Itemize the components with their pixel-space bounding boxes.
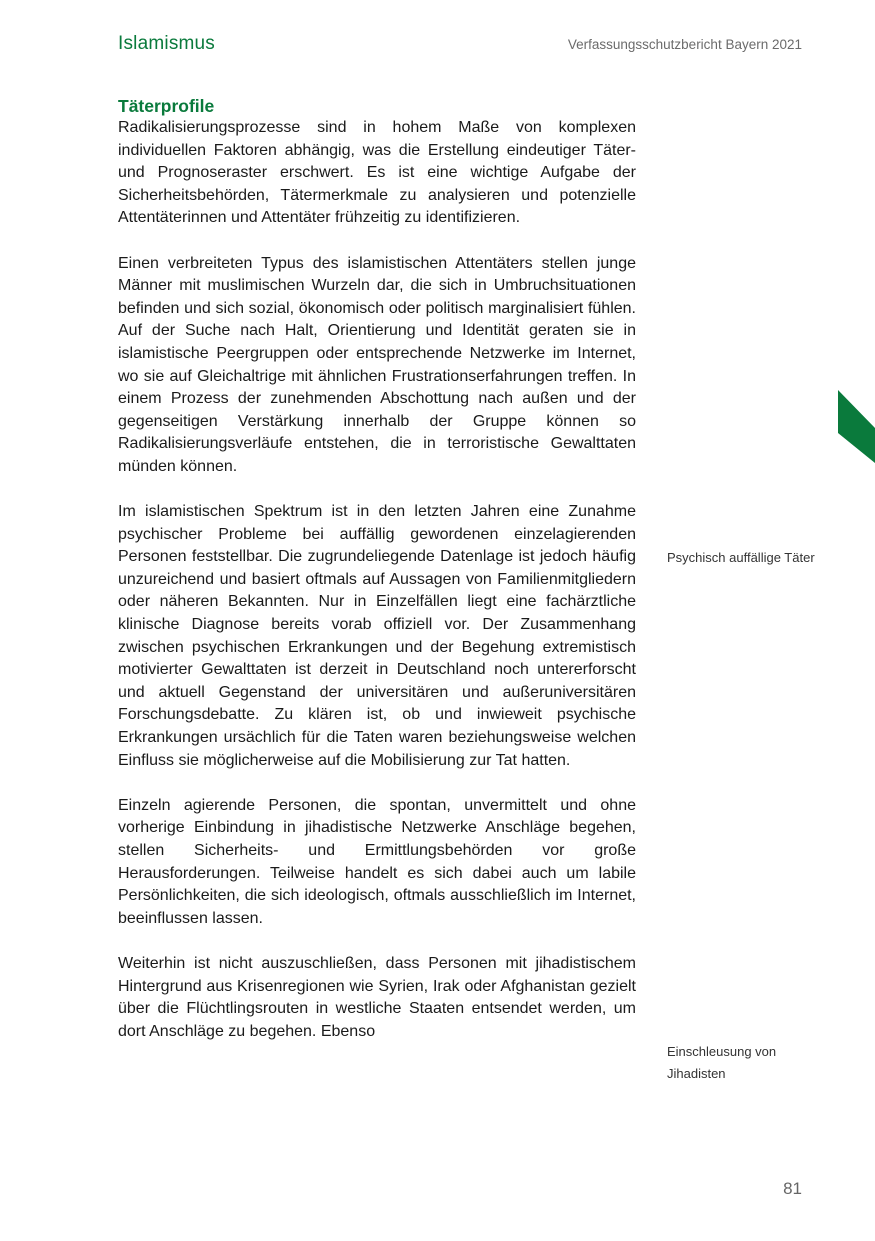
body-text [118,95,636,1043]
chapter-tab-marker [838,390,875,463]
running-header-report: Verfassungsschutzbericht Bayern 2021 [567,37,802,52]
page-number: 81 [783,1179,802,1198]
paragraph: Einen verbreiteten Typus des islamistischen Attentäters stellen junge Männer mit muslimischen Wurzeln dar, die sich in Umbruchsituationen befinden und sich sozial, ökonomisch oder politisch marginalisiert fühlen. Auf der Suche nach Halt, Orientierung und Identität geraten sie in islamistische Peergruppen oder entsprechende Netzwerke im Internet, wo sie auf Gleichaltrige mit ähnlichen Frustrationserfahrungen treffen. In einem Prozess der zunehmenden Abschottung nach außen und der gegenseitigen Verstärkung innerhalb der Gruppe können so Radikalisierungsverläufe entstehen, die in terroristische Gewalttaten münden können. [118,254,636,475]
paragraph: Weiterhin ist nicht auszuschließen, dass Personen mit jihadistischem Hintergrund aus Krisenregionen wie Syrien, Irak oder Afghanistan gezielt über die Flüchtlingsrouten in westliche Staaten entsendet werden, um dort Anschläge zu begehen. Ebenso [118,954,636,1040]
paragraph: Radikalisierungsprozesse sind in hohem Maße von komplexen individuellen Faktoren abhängig, was die Erstellung eindeutiger Täter- und Prognoseraster erschwert. Es ist eine wichtige Aufgabe der Sicherheitsbehörden, Tätermerkmale zu analysieren und potenzielle Attentäterinnen und Attentäter frühzeitig zu identifizieren. [118,119,636,227]
section-title: Täterprofile [118,96,215,116]
paragraph: Einzeln agierende Personen, die spontan, unvermittelt und ohne vorherige Einbindung in jihadistische Netzwerke Anschläge begehen, stellen Sicherheits- und Ermittlungsbehörden vor große Herausforderungen. Teilweise handelt es sich dabei auch um labile Persönlichkeiten, die sich ideologisch, oftmals ausschließlich im Internet, beeinflussen lassen. [118,796,636,927]
margin-note-einschleusung: Einschleusung von Jihadisten [667,1044,777,1081]
paragraph: Im islamistischen Spektrum ist in den letzten Jahren eine Zunahme psychischer Probleme bei auffällig gewordenen einzelagierenden Personen feststellbar. Die zugrundeliegende Datenlage ist jedoch häufig unzureichend und basiert oftmals auf Aussagen von Familienmitgliedern oder näheren Bekannten. Nur in Einzelfällen liegt eine fachärztliche klinische Diagnose bereits vorab offiziell vor. Der Zusammenhang zwischen psychischen Erkrankungen und der Begehung extremistisch motivierter Gewalttaten ist derzeit in Deutschland noch untererforscht und aktuell Gegenstand der universitären und außeruniversitären Forschungsdebatte. Zu klären ist, ob und inwieweit psychische Erkrankungen ursächlich für die Taten waren beziehungsweise welchen Einfluss sie möglicherweise auf die Mobilisierung zur Tat hatten. [118,503,636,769]
running-header-section: Islamismus [118,33,216,54]
margin-note-psychisch: Psychisch auffällige Täter [667,550,815,565]
